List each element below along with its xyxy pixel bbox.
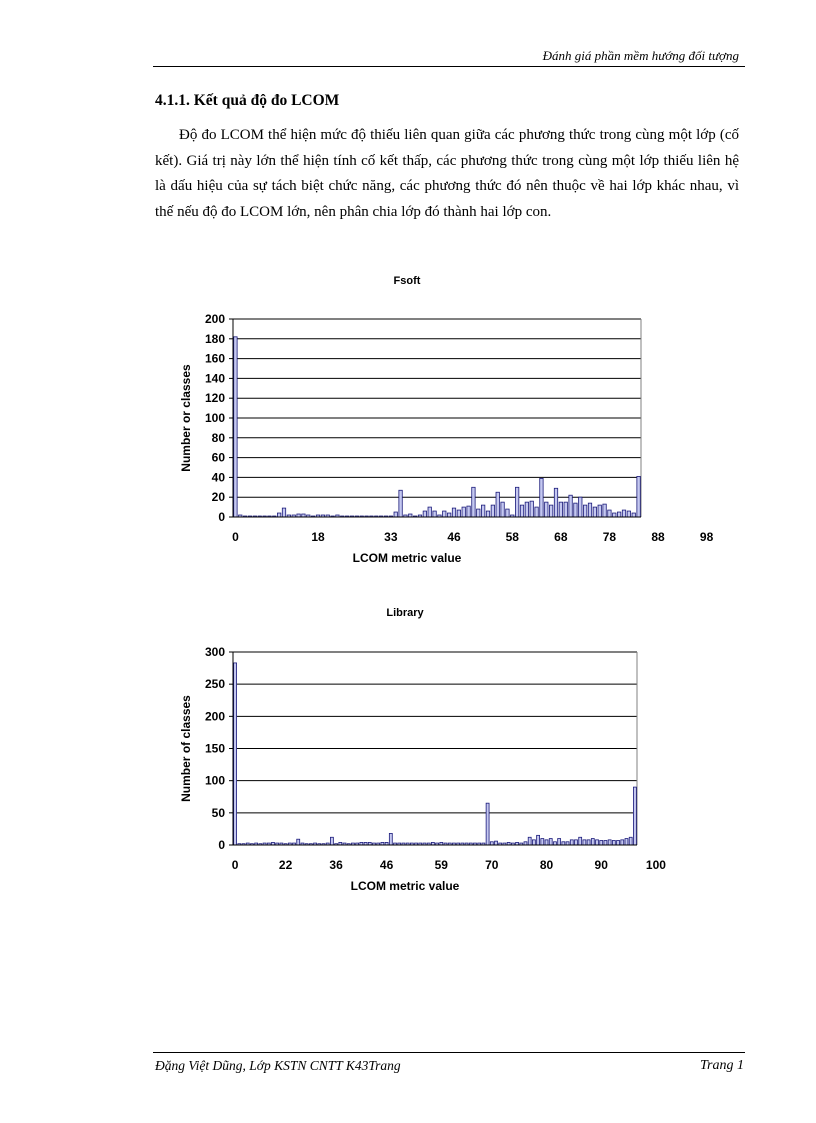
data-bar: [423, 511, 426, 517]
x-tick-label: 100: [645, 858, 666, 872]
data-bar: [481, 505, 484, 517]
x-tick-label: 46: [379, 858, 394, 872]
data-bar: [520, 505, 523, 517]
data-bar: [433, 511, 436, 517]
x-tick-label: 88: [651, 530, 665, 544]
data-bar: [549, 839, 552, 845]
data-bar: [596, 840, 599, 845]
data-bar: [495, 841, 498, 845]
x-tick-label: 90: [594, 858, 608, 872]
data-bar: [540, 478, 543, 517]
y-tick-label: 50: [211, 805, 225, 820]
data-bar: [496, 492, 499, 517]
data-bar: [277, 513, 280, 517]
data-bar: [530, 501, 533, 517]
data-bar: [583, 505, 586, 517]
footer-page-number: Trang 1: [700, 1058, 744, 1073]
y-tick-label: 0: [218, 510, 225, 524]
data-bar: [282, 508, 285, 517]
x-tick-label: 36: [329, 858, 343, 872]
y-tick-label: 40: [211, 470, 225, 485]
x-tick-label: 59: [434, 858, 448, 872]
y-tick-label: 180: [204, 331, 225, 346]
x-tick-label: 33: [384, 530, 398, 544]
data-bar: [330, 837, 333, 845]
y-tick-label: 100: [204, 773, 225, 788]
data-bar: [575, 840, 578, 845]
data-bar: [297, 839, 300, 845]
library-chart: [0, 596, 816, 906]
data-bar: [612, 840, 615, 845]
data-bar: [608, 510, 611, 517]
x-tick-label: 22: [278, 858, 293, 872]
y-tick-label: 60: [211, 450, 225, 465]
y-tick-label: 20: [211, 490, 225, 505]
data-bar: [234, 663, 237, 845]
x-tick-label: 0: [231, 858, 239, 872]
fsoft-chart: [0, 262, 816, 572]
y-tick-label: 150: [204, 741, 225, 756]
y-tick-label: 300: [204, 645, 225, 659]
y-axis-label: Number or classes: [179, 364, 193, 472]
data-bar: [462, 507, 465, 517]
data-bar: [632, 513, 635, 517]
footer-divider: [153, 1052, 745, 1053]
data-bar: [583, 840, 586, 845]
data-bar: [617, 512, 620, 517]
data-bar: [617, 840, 620, 845]
page-header-title: Đánh giá phần mềm hướng đối tượng: [542, 48, 739, 63]
data-bar: [501, 502, 504, 517]
data-bar: [506, 509, 509, 517]
y-tick-label: 140: [204, 371, 225, 386]
x-tick-label: 68: [554, 530, 568, 544]
y-tick-label: 160: [204, 351, 225, 366]
y-tick-label: 120: [204, 391, 225, 406]
data-bar: [457, 510, 460, 517]
data-bar: [637, 476, 640, 517]
data-bar: [234, 337, 237, 517]
data-bar: [591, 839, 594, 845]
data-bar: [394, 512, 397, 517]
data-bar: [528, 837, 531, 845]
x-axis-label: LCOM metric value: [350, 879, 460, 893]
chart-title: Fsoft: [393, 275, 421, 287]
x-tick-label: 98: [699, 530, 714, 544]
data-bar: [537, 835, 540, 845]
data-bar: [491, 505, 494, 517]
data-bar: [564, 502, 567, 517]
data-bar: [621, 840, 624, 845]
data-bar: [477, 509, 480, 517]
footer-author: Đặng Việt Dũng, Lớp KSTN CNTT K43Trang: [155, 1058, 401, 1073]
data-bar: [569, 495, 572, 517]
data-bar: [486, 511, 489, 517]
data-bar: [545, 840, 548, 845]
data-bar: [598, 505, 601, 517]
data-bar: [443, 511, 446, 517]
data-bar: [389, 833, 392, 845]
data-bar: [633, 787, 636, 845]
data-bar: [559, 502, 562, 517]
data-bar: [549, 505, 552, 517]
y-tick-label: 80: [211, 430, 225, 445]
data-bar: [629, 837, 632, 845]
data-bar: [525, 502, 528, 517]
data-bar: [579, 497, 582, 517]
data-bar: [603, 504, 606, 517]
data-bar: [608, 840, 611, 845]
data-bar: [622, 510, 625, 517]
data-bar: [545, 502, 548, 517]
data-bar: [399, 490, 402, 517]
y-tick-label: 100: [204, 411, 225, 425]
data-bar: [515, 487, 518, 517]
y-tick-label: 0: [218, 838, 225, 852]
data-bar: [570, 840, 573, 845]
section-heading: 4.1.1. Kết quả độ đo LCOM: [155, 92, 340, 109]
data-bar: [574, 503, 577, 517]
y-axis-label: Number of classes: [179, 695, 193, 802]
y-tick-label: 250: [204, 677, 225, 692]
data-bar: [627, 511, 630, 517]
x-tick-label: 18: [311, 530, 325, 544]
data-bar: [558, 839, 561, 845]
x-axis-label: LCOM metric value: [352, 551, 462, 565]
body-paragraph: Độ đo LCOM thể hiện mức độ thiếu liên quan giữa các phương thức trong cùng một lớp (cố kết). Giá trị này lớn thể hiện tính cố kết thấp, các phương thức trong cùng một lớp thiếu liên hệ là dấu hiệu của sự tách biệt chức năng, các phương thức đó nên thuộc về hai lớp khác nhau, vì thế nếu độ đo LCOM lớn, nên phân chia lớp đó thành hai lớp con.: [155, 127, 739, 220]
x-tick-label: 70: [485, 858, 499, 872]
data-bar: [613, 513, 616, 517]
data-bar: [428, 507, 431, 517]
y-tick-label: 200: [204, 312, 225, 326]
data-bar: [541, 839, 544, 845]
data-bar: [625, 839, 628, 845]
data-bar: [535, 507, 538, 517]
data-bar: [447, 513, 450, 517]
x-tick-label: 0: [232, 530, 239, 544]
data-bar: [588, 503, 591, 517]
data-bar: [604, 840, 607, 845]
data-bar: [472, 487, 475, 517]
data-bar: [579, 837, 582, 845]
data-bar: [600, 840, 603, 845]
x-tick-label: 46: [447, 530, 461, 544]
data-bar: [554, 488, 557, 517]
x-tick-label: 78: [602, 530, 617, 544]
data-bar: [532, 840, 535, 845]
y-tick-label: 200: [204, 709, 225, 724]
data-bar: [587, 840, 590, 845]
data-bar: [467, 506, 470, 517]
data-bar: [593, 507, 596, 517]
chart-title: Library: [386, 607, 424, 619]
data-bar: [452, 508, 455, 517]
x-tick-label: 58: [505, 530, 519, 544]
x-tick-label: 80: [539, 858, 554, 872]
data-bar: [486, 803, 489, 845]
header-divider: [153, 66, 745, 67]
